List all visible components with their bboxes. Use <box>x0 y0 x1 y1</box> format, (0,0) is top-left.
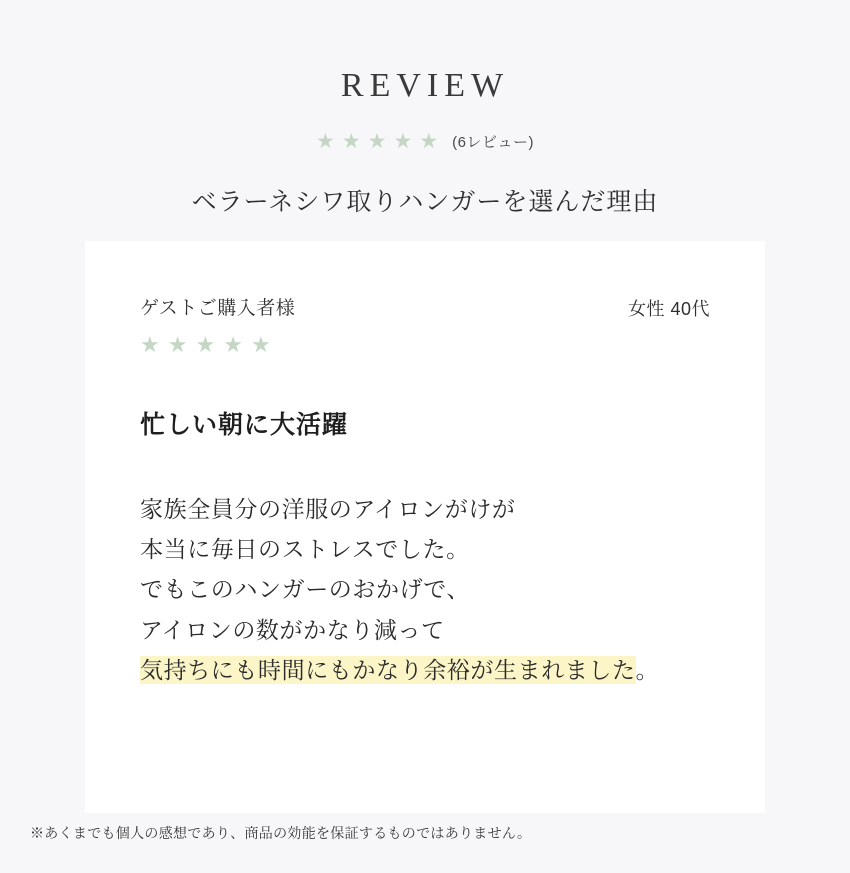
review-body-line: アイロンの数がかなり減って <box>140 616 445 643</box>
reviewer-meta: 女性 40代 <box>627 298 710 319</box>
highlight-text: 気持ちにも時間にもかなり余裕が生まれました <box>140 656 636 683</box>
page-subtitle: ベラーネシワ取りハンガーを選んだ理由 <box>191 187 659 216</box>
star-icon: ★ <box>140 331 160 357</box>
review-body-line: 本当に毎日のストレスでした。 <box>140 536 470 563</box>
star-icon: ★ <box>341 129 361 153</box>
star-icon: ★ <box>195 331 216 357</box>
reviewer-name: ゲストご購入者様 <box>140 297 296 319</box>
review-body <box>140 489 710 690</box>
star-icon: ★ <box>316 129 335 153</box>
review-card <box>85 241 765 813</box>
footnote: ※あくまでも個人の感想であり、商品の効能を保証するものではありません。 <box>30 824 532 841</box>
star-icon: ★ <box>393 129 413 153</box>
highlight-tail: 。 <box>635 656 660 683</box>
star-icon: ★ <box>367 129 387 153</box>
star-icon: ★ <box>250 331 271 357</box>
star-icon: ★ <box>419 129 439 153</box>
review-card-rating <box>140 331 271 357</box>
review-count-label: (6レビュー) <box>452 133 534 151</box>
review-heading: 忙しい朝に大活躍 <box>140 410 349 439</box>
review-body-line: 家族全員分の洋服のアイロンがけが <box>140 495 516 522</box>
review-page <box>0 23 850 873</box>
review-body-line: でもこのハンガーのおかげで、 <box>140 576 470 603</box>
page-title: REVIEW <box>340 66 510 104</box>
star-icon: ★ <box>223 331 243 357</box>
rating-stars <box>316 131 438 152</box>
star-icon: ★ <box>167 331 188 357</box>
header-rating <box>0 131 850 152</box>
review-card-header <box>140 293 710 321</box>
review-body-line-highlighted <box>140 650 710 690</box>
